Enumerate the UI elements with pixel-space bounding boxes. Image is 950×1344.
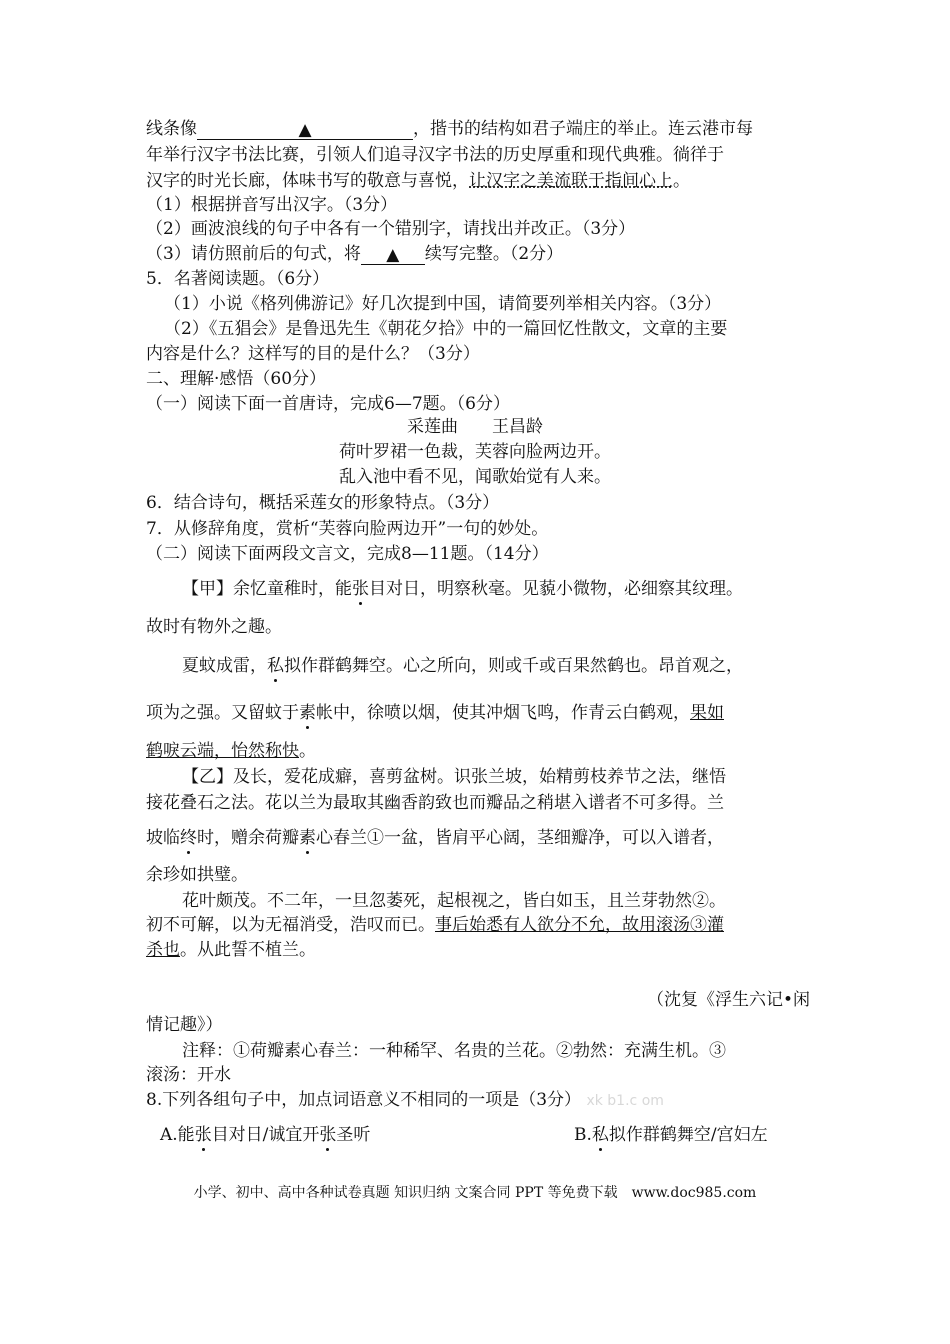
watermark: xk b1.c om — [586, 1093, 664, 1109]
q4-sub-1: （1）根据拼音写出汉字。（3分） — [146, 195, 398, 215]
underlined-sentence: 事后始悉有人欲分不允，故用滚汤③灌 — [435, 915, 724, 935]
dotted-char: 终 — [180, 828, 197, 848]
q8: 8.下列各组句子中，加点词语意义不相同的一项是（3分） xk b1.c om — [146, 1090, 664, 1110]
dotted-char: 素 — [299, 828, 316, 848]
underlined-sentence: 杀也 — [146, 940, 180, 960]
answer-blank[interactable]: ▲ — [361, 244, 425, 265]
q5-sub-1: （1）小说《格列佛游记》好几次提到中国，请简要列举相关内容。（3分） — [164, 294, 722, 314]
underlined-sentence: 果如 — [690, 703, 724, 723]
source-citation: （沈复《浮生六记•闲 — [646, 990, 810, 1010]
underlined-sentence: 鹤唳云端，怡然称快 — [146, 741, 299, 761]
dotted-char: 张 — [194, 1125, 212, 1145]
q6: 6．结合诗句，概括采莲女的形象特点。（3分） — [146, 493, 500, 513]
q4-line-1: 线条像 ▲ ，揩书的结构如君子端庄的举止。连云港市每 — [146, 119, 753, 140]
jia-para-2-end: 鹤唳云端，怡然称快。 — [146, 741, 316, 761]
option-b[interactable]: B.私拟作群鹤舞空/宫妇左 — [574, 1125, 768, 1145]
dotted-char: 张 — [352, 579, 369, 599]
yi-para-2: 花叶颇茂。不二年，一旦忽萎死，起根视之，皆白如玉，且兰芽勃然②。 — [182, 891, 726, 911]
dotted-char: 张 — [319, 1125, 337, 1145]
source-citation-cont: 情记趣》） — [146, 1015, 223, 1035]
jia-para-2: 夏蚊成雷，私拟作群鹤舞空。心之所向，则或千或百果然鹤也。昂首观之， — [182, 656, 743, 676]
yi-para-1-b: 接花叠石之法。花以兰为最取其幽香韵致也而瓣品之稍堪入谱者不可多得。兰 — [146, 793, 724, 813]
q4-sub-2: （2）画波浪线的句子中各有一个错别字，请找出并改正。（3分） — [146, 219, 636, 239]
yi-para-1-c: 坡临终时，赠余荷瓣素心春兰①一盆，皆肩平心阔，茎细瓣净，可以入谱者， — [146, 828, 724, 848]
q5-sub-2: （2）《五猖会》是鲁迅先生《朝花夕拾》中的一篇回忆性散文，文章的主要 — [164, 319, 728, 339]
dotted-char: 私 — [591, 1125, 609, 1145]
q7: 7．从修辞角度，赏析“芙蓉向脸两边开”一句的妙处。 — [146, 519, 549, 539]
jia-para-1: 【甲】余忆童稚时，能张目对日，明察秋毫。见藐小微物，必细察其纹理。 — [182, 579, 743, 599]
yi-para-1-d: 余珍如拱璧。 — [146, 865, 248, 885]
q5-sub-2-cont: 内容是什么？这样写的目的是什么？（3分） — [146, 344, 480, 364]
dotted-char: 私 — [267, 656, 284, 676]
dotted-char: 素 — [299, 703, 316, 723]
part-1-heading: （一）阅读下面一首唐诗，完成6—7题。（6分） — [146, 394, 510, 414]
notes: 注释：①荷瓣素心春兰：一种稀罕、名贵的兰花。②勃然：充满生机。③ — [182, 1041, 726, 1061]
q4-line-3: 汉字的时光长廊，体味书写的敬意与喜悦，让汉字之美流联于指间心上。 — [146, 171, 690, 191]
yi-para-2-b: 初不可解，以为无福消受，浩叹而已。事后始悉有人欲分不允，故用滚汤③灌 — [146, 915, 724, 935]
yi-para-2-c: 杀也。从此誓不植兰。 — [146, 940, 316, 960]
page-footer: 小学、初中、高中各种试卷真题 知识归纳 文案合同 PPT 等免费下载 www.doc985.com — [193, 1185, 757, 1201]
poem-line-1: 荷叶罗裙一色裁，芙蓉向脸两边开。 — [339, 442, 611, 462]
notes-cont: 滚汤：开水 — [146, 1065, 231, 1085]
q4-line-2: 年举行汉字书法比赛，引领人们追寻汉字书法的历史厚重和现代典雅。徜徉于 — [146, 145, 724, 165]
part-2-heading: （二）阅读下面两段文言文，完成8—11题。（14分） — [146, 544, 549, 564]
q5-title: 5．名著阅读题。（6分） — [146, 269, 330, 289]
jia-para-2-cont: 项为之强。又留蚊于素帐中，徐喷以烟，使其冲烟飞鸣，作青云白鹤观，果如 — [146, 703, 724, 723]
poem-title: 采莲曲 王昌龄 — [407, 417, 543, 437]
q4-sub-3: （3）请仿照前后的句式，将 ▲ 续写完整。（2分） — [146, 244, 564, 265]
answer-blank[interactable]: ▲ — [197, 119, 413, 140]
option-a[interactable]: A.能张目对日/诚宜开张圣听 — [160, 1125, 371, 1145]
section-heading: 二、理解·感悟（60分） — [146, 369, 327, 389]
yi-para-1: 【乙】及长，爱花成癖，喜剪盆树。识张兰坡，始精剪枝养节之法，继悟 — [182, 767, 726, 787]
poem-line-2: 乱入池中看不见，闻歌始觉有人来。 — [339, 467, 611, 487]
jia-para-1-cont: 故时有物外之趣。 — [146, 617, 282, 637]
wavy-sentence: 让汉字之美流联于指间心上 — [469, 171, 673, 191]
